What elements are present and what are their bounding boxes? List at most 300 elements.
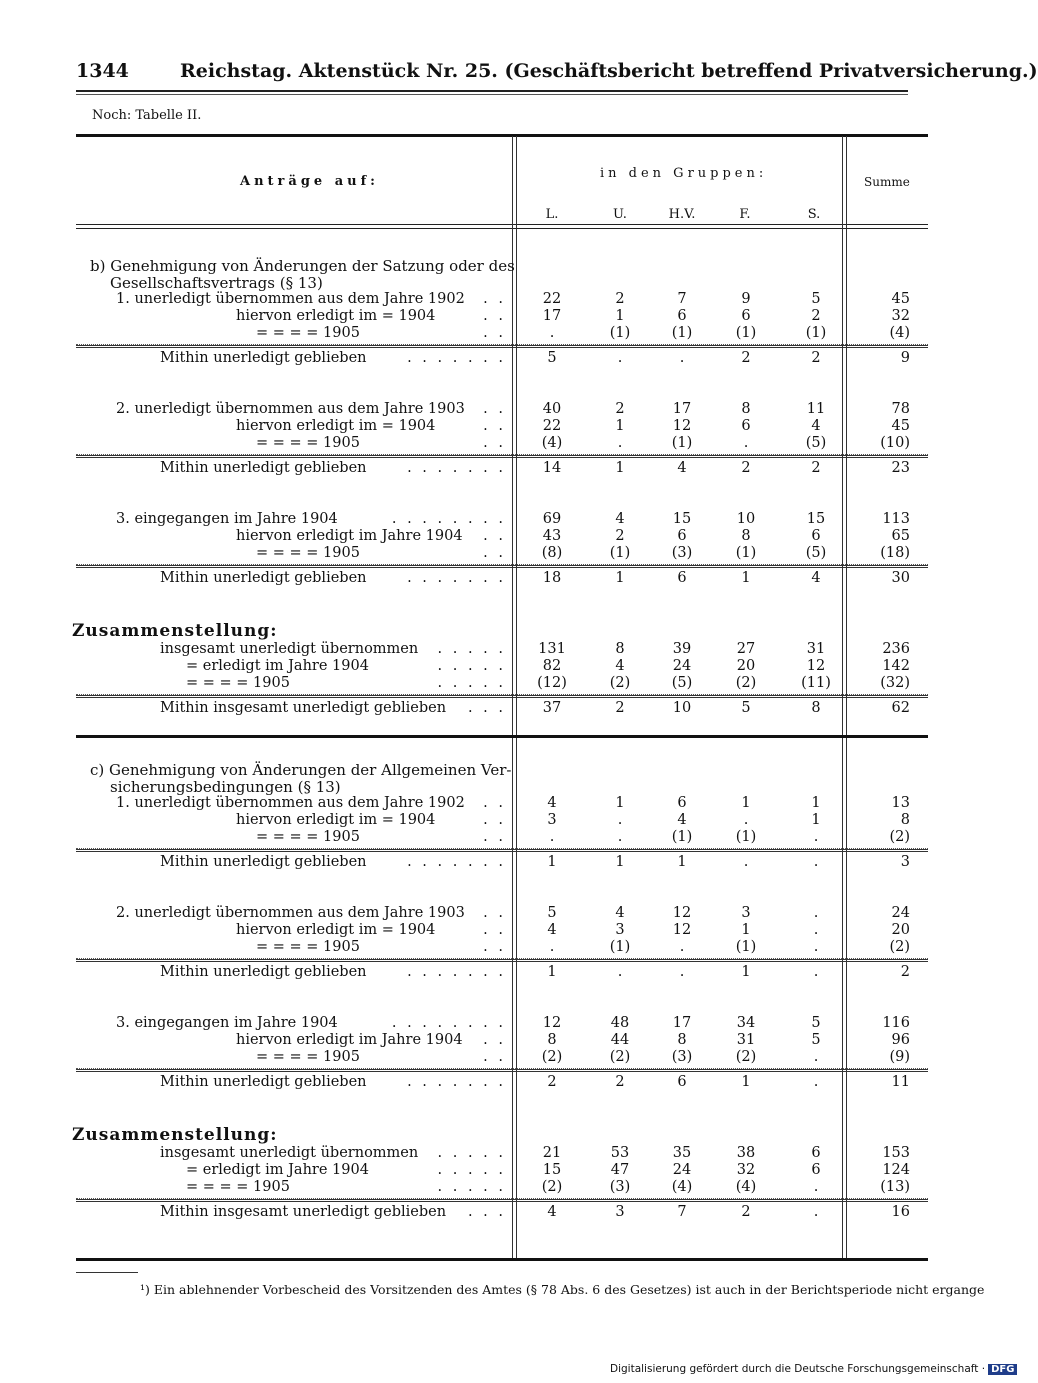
cell-value: 4 [677,460,687,476]
cell-value: 38 [736,1145,756,1161]
cell-value: 53 [610,1145,630,1161]
cell-value: 12 [672,905,692,921]
cell-value: 2 [741,1204,751,1220]
cell-value: 8 [615,641,625,657]
cell-value: (1) [671,829,693,845]
cell-value: (11) [801,675,831,691]
cell-value: 8 [547,1032,557,1048]
row-label: hiervon erledigt im = 1904 [236,812,436,828]
cell-value: 24 [672,1162,692,1178]
table-row [0,700,1000,717]
subtotal-rule [76,1199,928,1200]
cell-value: 2 [811,460,821,476]
cell-value: . [813,1049,819,1065]
section-heading [0,274,1000,291]
subtotal-rule [76,1069,928,1070]
cell-sum: 142 [882,658,910,674]
section-divider [76,735,928,738]
cell-sum: 3 [900,854,910,870]
row-label: = erledigt im Jahre 1904 [186,658,369,674]
cell-value: . [549,325,555,341]
cell-value: . [813,905,819,921]
cell-value: (1) [671,435,693,451]
subtotal-rule [76,565,928,566]
cell-value: 8 [741,528,751,544]
cell-value: 1 [615,795,625,811]
subtotal-rule [76,695,928,696]
cell-value: 48 [610,1015,630,1031]
leader-dots: . . [483,401,506,417]
leader-dots: . . . . . [437,1145,506,1161]
table-row [0,795,1000,812]
cell-value: 8 [811,700,821,716]
subtotal-rule [76,345,928,346]
table-row [0,1179,1000,1196]
cell-value: (1) [735,829,757,845]
cell-sum: (4) [889,325,910,341]
cell-value: 131 [538,641,566,657]
row-label: = = = = 1905 [186,1179,290,1195]
cell-value: 10 [736,511,756,527]
row-label: Mithin insgesamt unerledigt geblieben [160,1204,447,1220]
leader-dots: . . [483,528,506,544]
page-header [76,58,1038,88]
cell-value: 1 [741,964,751,980]
cell-value: 1 [741,570,751,586]
table-row [0,812,1000,829]
cell-value: 6 [677,1074,687,1090]
row-label: Zusammenstellung: [72,621,278,641]
cell-sum: (13) [880,1179,910,1195]
dfg-credit-text: Digitalisierung gefördert durch die Deutsche Forschungsgemeinschaft · [610,1363,986,1375]
cell-value: 43 [542,528,562,544]
cell-value: . [813,1179,819,1195]
cell-value: . [743,812,749,828]
leader-dots: . . [483,435,506,451]
cell-value: 6 [741,308,751,324]
table-row [0,939,1000,956]
cell-value: (3) [671,1049,693,1065]
cell-value: 34 [736,1015,756,1031]
row-label: b) Genehmigung von Änderungen der Satzung oder des [90,257,515,275]
cell-value: . [617,964,623,980]
table-row [0,641,1000,658]
cell-value: 21 [542,1145,562,1161]
cell-sum: 116 [882,1015,910,1031]
row-label: = = = = 1905 [256,545,360,561]
cell-sum: 45 [891,418,910,434]
leader-dots: . . . . . [437,675,506,691]
cell-value: (1) [805,325,827,341]
cell-value: 2 [741,350,751,366]
cell-value: . [549,829,555,845]
col-head-l: L. [545,207,559,222]
cell-value: . [813,854,819,870]
cell-value: 15 [806,511,826,527]
row-label: Mithin unerledigt geblieben [160,964,367,980]
cell-value: . [813,1204,819,1220]
leader-dots: . . . . . . . [407,1074,506,1090]
table-row [0,829,1000,846]
cell-value: 5 [741,700,751,716]
leader-dots: . . [483,418,506,434]
table-row [0,570,1000,587]
cell-value: 1 [615,418,625,434]
row-label: 2. unerledigt übernommen aus dem Jahre 1903 [116,905,465,921]
col-head-s: S. [807,207,821,222]
leader-dots: . . . . . . . . [391,511,506,527]
subtotal-rule [76,961,928,962]
table-header-rule [76,224,928,225]
cell-value: 9 [741,291,751,307]
cell-value: 39 [672,641,692,657]
header-rule-thin [76,94,908,95]
cell-value: 1 [811,812,821,828]
cell-value: . [743,854,749,870]
leader-dots: . . . . . [437,641,506,657]
cell-value: 6 [677,795,687,811]
cell-value: 2 [615,700,625,716]
subtotal-rule [76,455,928,456]
col-head-u: U. [613,207,627,222]
cell-value: 17 [542,308,562,324]
cell-value: 6 [677,570,687,586]
cell-sum: (2) [889,829,910,845]
cell-sum: 153 [882,1145,910,1161]
row-label: sicherungsbedingungen (§ 13) [110,778,341,796]
leader-dots: . . . . . . . [407,460,506,476]
table-row [0,528,1000,545]
cell-value: . [617,829,623,845]
table-row [0,1162,1000,1179]
table-row [0,1204,1000,1221]
cell-value: 4 [615,905,625,921]
row-label: = = = = 1905 [186,675,290,691]
row-label: hiervon erledigt im Jahre 1904 [236,528,463,544]
table-row [0,401,1000,418]
cell-value: (4) [671,1179,693,1195]
row-label: Mithin unerledigt geblieben [160,1074,367,1090]
cell-sum: 8 [900,812,910,828]
cell-value: . [743,435,749,451]
subtotal-rule [76,959,928,960]
cell-value: (2) [609,675,631,691]
leader-dots: . . . . . . . . [391,1015,506,1031]
cell-sum: 124 [882,1162,910,1178]
cell-value: 5 [811,1032,821,1048]
col-head-f: F. [739,207,751,222]
leader-dots: . . . . . . . [407,570,506,586]
leader-dots: . . . . . [437,1179,506,1195]
subtotal-rule [76,697,928,698]
cell-value: (2) [735,675,757,691]
cell-value: 12 [672,922,692,938]
cell-value: 1 [741,922,751,938]
cell-value: 4 [615,658,625,674]
cell-value: 3 [741,905,751,921]
cell-value: 2 [615,401,625,417]
footnote: ¹) Ein ablehnender Vorbescheid des Vorsitzenden des Amtes (§ 78 Abs. 6 des Gesetzes) ist auch in der Berichtsperiode nicht ergange [140,1282,985,1297]
cell-sum: 236 [882,641,910,657]
cell-value: 3 [615,1204,625,1220]
cell-value: 7 [677,291,687,307]
row-label: 3. eingegangen im Jahre 1904 [116,511,338,527]
cell-value: 4 [547,1204,557,1220]
row-label: 2. unerledigt übernommen aus dem Jahre 1903 [116,401,465,417]
cell-value: (1) [735,939,757,955]
table-row [0,905,1000,922]
cell-value: 69 [542,511,562,527]
leader-dots: . . [483,545,506,561]
cell-value: 6 [677,308,687,324]
leader-dots: . . [483,291,506,307]
cell-value: . [679,350,685,366]
table-row [0,675,1000,692]
cell-value: 2 [615,528,625,544]
cell-sum: 9 [900,350,910,366]
leader-dots: . . [483,829,506,845]
cell-value: . [813,939,819,955]
cell-value: (1) [609,939,631,955]
col-head-hv: H.V. [668,207,696,222]
cell-value: 2 [811,350,821,366]
table-row [0,1074,1000,1091]
cell-value: . [617,812,623,828]
cell-value: 1 [615,570,625,586]
cell-sum: 32 [891,308,910,324]
cell-value: (4) [735,1179,757,1195]
cell-value: (2) [541,1179,563,1195]
section-heading [0,778,1000,795]
leader-dots: . . . . . [437,658,506,674]
cell-value: (1) [735,325,757,341]
cell-value: 7 [677,1204,687,1220]
leader-dots: . . . [467,700,506,716]
table-row [0,854,1000,871]
cell-value: 31 [736,1032,756,1048]
row-label: = = = = 1905 [256,325,360,341]
leader-dots: . . [483,905,506,921]
row-label: insgesamt unerledigt übernommen [160,641,419,657]
cell-value: 17 [672,1015,692,1031]
header-gruppen: in den Gruppen: [600,166,768,181]
cell-value: (5) [805,545,827,561]
cell-value: 8 [741,401,751,417]
cell-value: 6 [811,528,821,544]
cell-sum: (9) [889,1049,910,1065]
cell-value: (5) [671,675,693,691]
cell-sum: 13 [891,795,910,811]
cell-sum: 2 [900,964,910,980]
cell-value: 35 [672,1145,692,1161]
table-row [0,511,1000,528]
cell-value: (4) [541,435,563,451]
cell-value: . [813,964,819,980]
table-row [0,1049,1000,1066]
row-label: 1. unerledigt übernommen aus dem Jahre 1902 [116,291,465,307]
table-row [0,291,1000,308]
cell-sum: 62 [891,700,910,716]
cell-value: 18 [542,570,562,586]
table-row [0,1145,1000,1162]
cell-value: (2) [609,1049,631,1065]
cell-value: . [679,964,685,980]
dfg-credit [610,1363,1017,1375]
subtotal-rule [76,851,928,852]
cell-value: (3) [671,545,693,561]
cell-value: . [813,922,819,938]
cell-value: 12 [542,1015,562,1031]
cell-value: . [617,350,623,366]
leader-dots: . . . . . . . [407,350,506,366]
table-header-rule-2 [76,228,928,229]
footnote-rule [76,1272,138,1273]
cell-value: 11 [806,401,826,417]
cell-sum: (10) [880,435,910,451]
table-row [0,308,1000,325]
section-heading [0,761,1000,778]
subtotal-rule [76,1201,928,1202]
subtotal-rule [76,457,928,458]
cell-value: (1) [609,545,631,561]
cell-value: 1 [615,854,625,870]
section-heading [0,621,1000,641]
cell-value: 4 [677,812,687,828]
leader-dots: . . [483,795,506,811]
cell-value: 14 [542,460,562,476]
row-label: = = = = 1905 [256,1049,360,1065]
cell-value: 1 [547,964,557,980]
header-summe: Summe [864,175,910,189]
cell-value: (1) [609,325,631,341]
row-label: hiervon erledigt im = 1904 [236,308,436,324]
row-label: = = = = 1905 [256,829,360,845]
cell-value: (1) [671,325,693,341]
leader-dots: . . . . . [437,1162,506,1178]
cell-value: 2 [741,460,751,476]
subtotal-rule [76,347,928,348]
table-row [0,1015,1000,1032]
cell-value: (1) [735,545,757,561]
cell-value: 1 [677,854,687,870]
cell-value: 1 [615,308,625,324]
leader-dots: . . . [467,1204,506,1220]
subtotal-rule [76,1071,928,1072]
header-antraege: Anträge auf: [240,174,379,189]
cell-sum: (2) [889,939,910,955]
table-row [0,350,1000,367]
cell-sum: 16 [891,1204,910,1220]
cell-value: 6 [677,528,687,544]
cell-value: 5 [547,905,557,921]
header-rule [76,90,908,92]
row-label: Mithin unerledigt geblieben [160,570,367,586]
cell-value: (3) [609,1179,631,1195]
cell-value: 4 [547,922,557,938]
cell-sum: 11 [891,1074,910,1090]
cell-value: 15 [672,511,692,527]
row-label: c) Genehmigung von Änderungen der Allgemeinen Ver- [90,761,512,779]
table-top-rule [76,134,928,137]
cell-sum: 65 [891,528,910,544]
cell-value: 27 [736,641,756,657]
cell-sum: 23 [891,460,910,476]
cell-value: (5) [805,435,827,451]
cell-value: 10 [672,700,692,716]
cell-value: 37 [542,700,562,716]
row-label: 3. eingegangen im Jahre 1904 [116,1015,338,1031]
cell-value: (8) [541,545,563,561]
cell-sum: 20 [891,922,910,938]
cell-sum: 78 [891,401,910,417]
row-label: 1. unerledigt übernommen aus dem Jahre 1902 [116,795,465,811]
cell-value: . [617,435,623,451]
cell-value: 40 [542,401,562,417]
cell-value: 15 [542,1162,562,1178]
cell-value: . [813,829,819,845]
section-heading [0,257,1000,274]
leader-dots: . . . . . . . [407,854,506,870]
page-number: 1344 [76,60,129,82]
cell-value: 82 [542,658,562,674]
leader-dots: . . [483,922,506,938]
subtotal-rule [76,849,928,850]
leader-dots: . . [483,1049,506,1065]
leader-dots: . . [483,325,506,341]
cell-value: 44 [610,1032,630,1048]
cell-value: 1 [615,460,625,476]
cell-value: 4 [811,570,821,586]
row-label: Mithin insgesamt unerledigt geblieben [160,700,447,716]
cell-value: 12 [806,658,826,674]
cell-value: 47 [610,1162,630,1178]
row-label: Gesellschaftsvertrags (§ 13) [110,274,323,292]
table-row [0,435,1000,452]
row-label: Mithin unerledigt geblieben [160,460,367,476]
table-row [0,460,1000,477]
row-label: hiervon erledigt im = 1904 [236,922,436,938]
cell-value: . [549,939,555,955]
cell-value: 1 [741,795,751,811]
row-label: = erledigt im Jahre 1904 [186,1162,369,1178]
row-label: insgesamt unerledigt übernommen [160,1145,419,1161]
leader-dots: . . [483,939,506,955]
cell-sum: 113 [882,511,910,527]
row-label: = = = = 1905 [256,939,360,955]
row-label: = = = = 1905 [256,435,360,451]
table-row [0,325,1000,342]
table-row [0,964,1000,981]
cell-value: 24 [672,658,692,674]
leader-dots: . . [483,308,506,324]
cell-sum: (32) [880,675,910,691]
table-row [0,418,1000,435]
row-label: Mithin unerledigt geblieben [160,854,367,870]
cell-value: (2) [735,1049,757,1065]
cell-sum: 24 [891,905,910,921]
cell-value: 6 [811,1162,821,1178]
cell-value: 4 [811,418,821,434]
cell-value: 4 [615,511,625,527]
cell-sum: (18) [880,545,910,561]
cell-value: 2 [547,1074,557,1090]
cell-value: 17 [672,401,692,417]
cell-value: 12 [672,418,692,434]
cell-value: 5 [811,1015,821,1031]
cell-sum: 30 [891,570,910,586]
table-row [0,1032,1000,1049]
section-heading [0,1125,1000,1145]
